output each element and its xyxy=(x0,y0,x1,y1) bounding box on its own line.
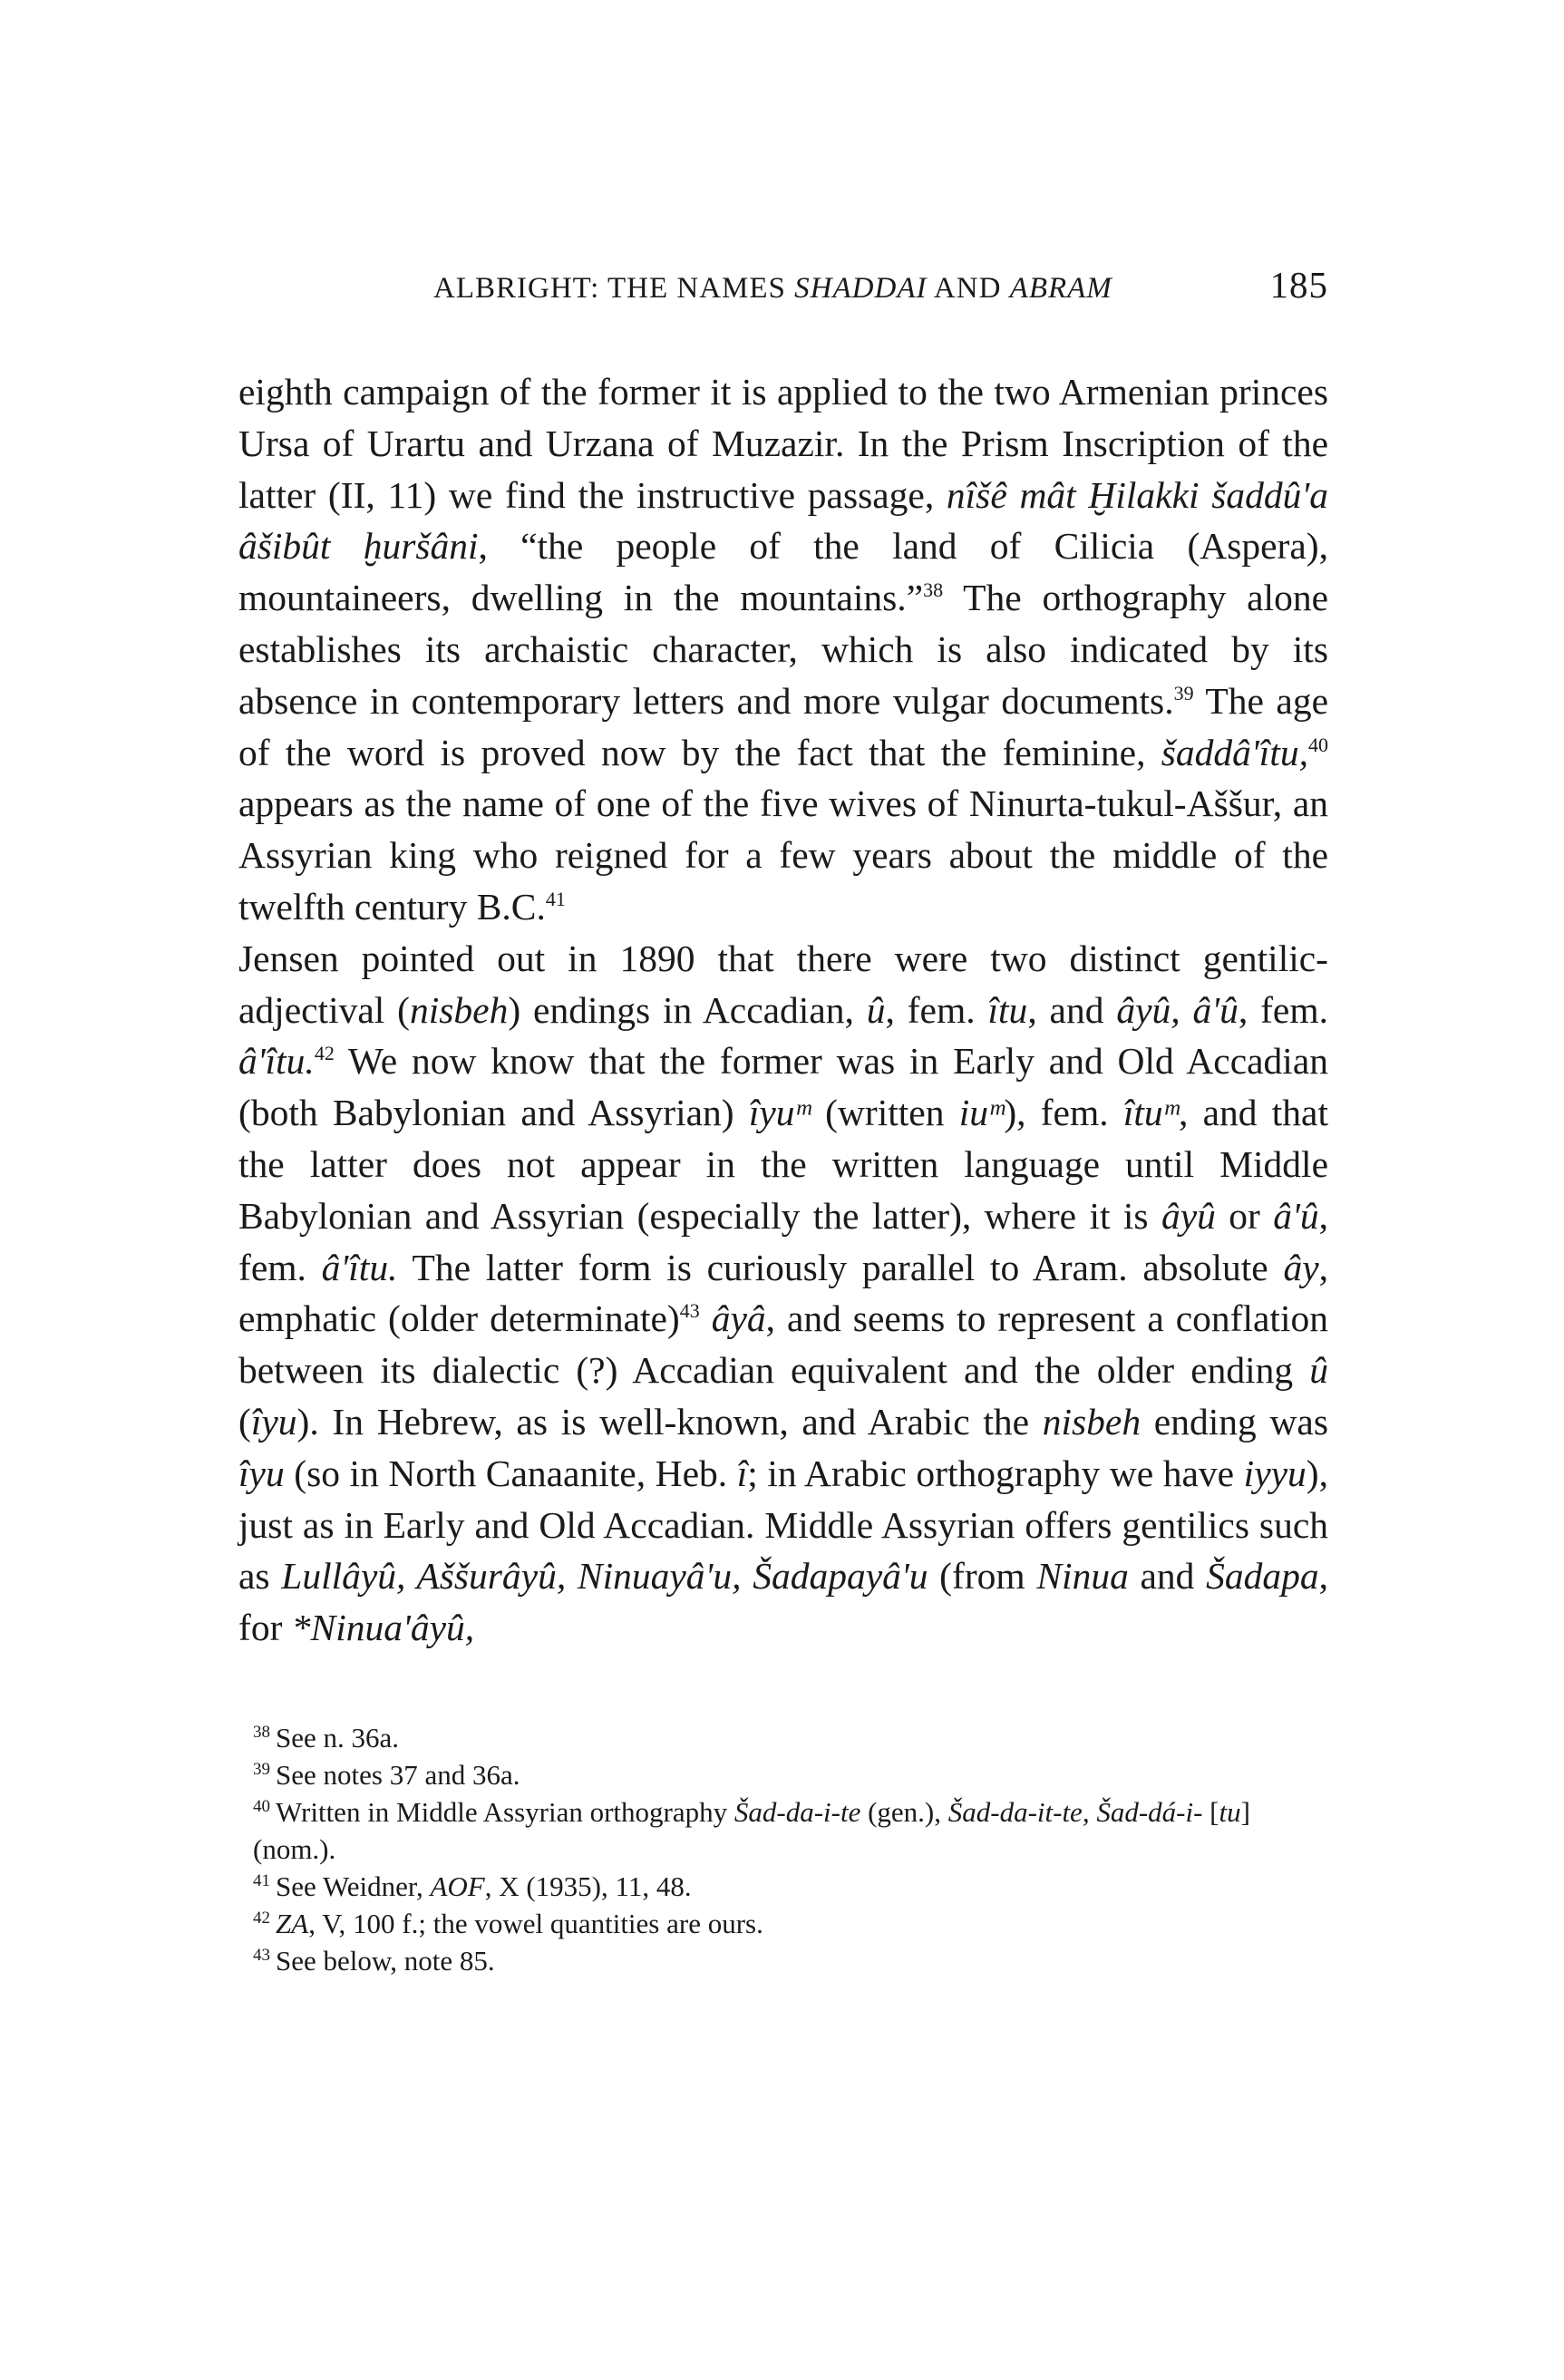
footnote-39 xyxy=(253,1756,1328,1793)
text-span: The age of the word is proved now by the fact that the feminine, xyxy=(238,679,1328,773)
text-span: ending was xyxy=(1141,1400,1328,1443)
italic-term: Šadapa xyxy=(1206,1555,1319,1598)
text-span: (from xyxy=(928,1555,1037,1598)
footnote-reference[interactable]: 43 xyxy=(679,1299,700,1323)
italic-term: â'îtu. xyxy=(238,1040,315,1083)
text-span: (so in North Canaanite, Heb. xyxy=(284,1452,737,1494)
italic-term: ây xyxy=(1283,1246,1319,1288)
text-span: ). In Hebrew, as is well-known, and Arabic the xyxy=(296,1400,1043,1443)
italic-term: â'îtu. xyxy=(321,1246,398,1288)
footnote-41 xyxy=(253,1868,1328,1905)
italic-term: û xyxy=(866,988,886,1031)
footnote-marker: 42 xyxy=(253,1908,270,1928)
text-span: or xyxy=(1215,1194,1274,1237)
italic-term: î xyxy=(736,1452,748,1494)
footnote-reference[interactable]: 38 xyxy=(923,578,944,602)
footnote-marker: 43 xyxy=(253,1945,270,1965)
italic-term: Ninua xyxy=(1036,1555,1129,1598)
italic-term: âyû xyxy=(1161,1194,1216,1237)
footnote-42 xyxy=(253,1905,1328,1942)
footnote-marker: 38 xyxy=(253,1722,270,1742)
text-span: , fem. xyxy=(238,1194,1328,1288)
footnote-text: , V, 100 f.; the vowel quantities are ours. xyxy=(308,1907,763,1939)
footnote-italic: Šad-da-i-te xyxy=(733,1795,861,1828)
running-title-and: AND xyxy=(927,272,1010,305)
footnote-text: Written in Middle Assyrian orthography xyxy=(276,1795,734,1828)
italic-term: û xyxy=(1309,1349,1328,1392)
italic-term: îyu xyxy=(250,1400,297,1443)
text-span: , and that the latter does not appear in the written language until Middle Babylonian and Assyrian (especially the latter), where it is xyxy=(238,1092,1328,1237)
text-span: ; in Arabic orthography we have xyxy=(747,1452,1244,1494)
italic-term: îyuᵐ xyxy=(748,1092,811,1134)
text-span: , fem. xyxy=(1238,988,1328,1031)
text-span: , and seems to represent a conflation between its dialectic (?) Accadian equivalent and the older ending xyxy=(238,1297,1328,1392)
running-title-abram: ABRAM xyxy=(1009,272,1112,305)
italic-term: šaddâ'îtu, xyxy=(1161,731,1308,773)
text-span: , “the people of the land of Cilicia (Aspera), mountaineers, dwelling in the mountains.” xyxy=(238,525,1328,619)
text-span: , for xyxy=(238,1555,1328,1649)
italic-term: â'û xyxy=(1273,1194,1319,1237)
italic-term: âyâ xyxy=(711,1297,766,1340)
italic-quote: nîšê mât Ḫilakki šaddû'a âšibût ḫuršâni xyxy=(238,473,1328,568)
footnote-38 xyxy=(253,1719,1328,1756)
footnote-text: See notes 37 and 36a. xyxy=(276,1758,520,1791)
footnotes xyxy=(253,1719,1328,1979)
footnote-italic: AOF xyxy=(430,1870,485,1902)
footnote-40 xyxy=(253,1793,1328,1868)
footnote-marker: 41 xyxy=(253,1870,270,1890)
text-span: ) endings in Accadian, xyxy=(508,988,867,1031)
text-span: , emphatic (older determinate) xyxy=(238,1246,1328,1340)
footnote-reference[interactable]: 41 xyxy=(545,888,566,911)
footnote-reference[interactable]: 39 xyxy=(1173,681,1194,704)
italic-term: nisbeh xyxy=(409,988,509,1031)
text-span: (written xyxy=(810,1092,959,1134)
footnote-italic: tu xyxy=(1219,1795,1241,1828)
footnote-reference[interactable]: 40 xyxy=(1308,733,1328,756)
italic-term: iuᵐ xyxy=(958,1092,1005,1134)
footnote-text: ] (nom.). xyxy=(253,1795,1250,1865)
footnote-text: See n. 36a. xyxy=(276,1721,400,1753)
footnote-text: See Weidner, xyxy=(276,1870,431,1902)
italic-term: nisbeh xyxy=(1042,1400,1141,1443)
running-header xyxy=(238,263,1328,321)
running-title-prefix: ALBRIGHT: THE NAMES xyxy=(433,272,795,305)
text-span: ( xyxy=(238,1400,251,1443)
italic-term: âyû, â'û xyxy=(1116,988,1239,1031)
text-span: eighth campaign of the former it is applied to the two Armenian princes Ursa of Urartu and Urzana of Muzazir. In the Prism Inscription of the latter (II, 11) we find the instructive passage, xyxy=(238,371,1328,516)
footnote-text: See below, note 85. xyxy=(276,1944,495,1977)
footnote-text: [ xyxy=(1202,1795,1219,1828)
text-span xyxy=(700,1297,712,1339)
page-content xyxy=(238,263,1328,1979)
running-title-shaddai: SHADDAI xyxy=(794,272,928,305)
paragraph-1 xyxy=(238,366,1328,933)
text-span: , fem. xyxy=(885,988,988,1031)
footnote-italic: Šad-da-it-te, Šad-dá-i- xyxy=(947,1795,1203,1828)
italic-term: *Ninua'âyû, xyxy=(291,1607,475,1649)
footnote-text: (gen.), xyxy=(860,1795,948,1828)
footnote-marker: 39 xyxy=(253,1759,270,1779)
text-span: ), fem. xyxy=(1004,1092,1123,1134)
running-title xyxy=(433,272,1112,306)
page-number: 185 xyxy=(1269,264,1328,306)
text-span: , and xyxy=(1027,988,1117,1031)
footnote-reference[interactable]: 42 xyxy=(314,1042,335,1065)
italic-term: iyyu xyxy=(1243,1452,1307,1494)
text-span: The orthography alone establishes its archaistic character, which is also indicated by its absence in contemporary letters and more vulgar documents. xyxy=(238,577,1328,722)
footnote-marker: 40 xyxy=(253,1796,270,1816)
text-span: The latter form is curiously parallel to Aram. absolute xyxy=(397,1246,1284,1288)
footnote-italic: ZA xyxy=(276,1907,309,1939)
text-span: appears as the name of one of the five wives of Ninurta-tukul-Aššur, an Assyrian king who reigned for a few years about the middle of the twelfth century B.C. xyxy=(238,782,1328,928)
text-span: We now know that the former was in Early and Old Accadian (both Babylonian and Assyrian) xyxy=(238,1040,1328,1134)
footnote-text: , X (1935), 11, 48. xyxy=(484,1870,692,1902)
text-span: and xyxy=(1128,1555,1207,1598)
italic-term: îtu xyxy=(987,988,1028,1031)
italic-term: Lullâyû, Aššurâyû, Ninuayâ'u, Šadapayâ'u xyxy=(281,1555,928,1598)
footnote-43 xyxy=(253,1942,1328,1979)
italic-term: îtuᵐ xyxy=(1122,1092,1179,1134)
text-span: Jensen pointed out in 1890 that there were two distinct gentilic-adjectival ( xyxy=(238,937,1328,1031)
italic-term: îyu xyxy=(238,1452,285,1494)
text-span: ), just as in Early and Old Accadian. Middle Assyrian offers gentilics such as xyxy=(238,1452,1328,1598)
paragraph-2 xyxy=(238,933,1328,1654)
